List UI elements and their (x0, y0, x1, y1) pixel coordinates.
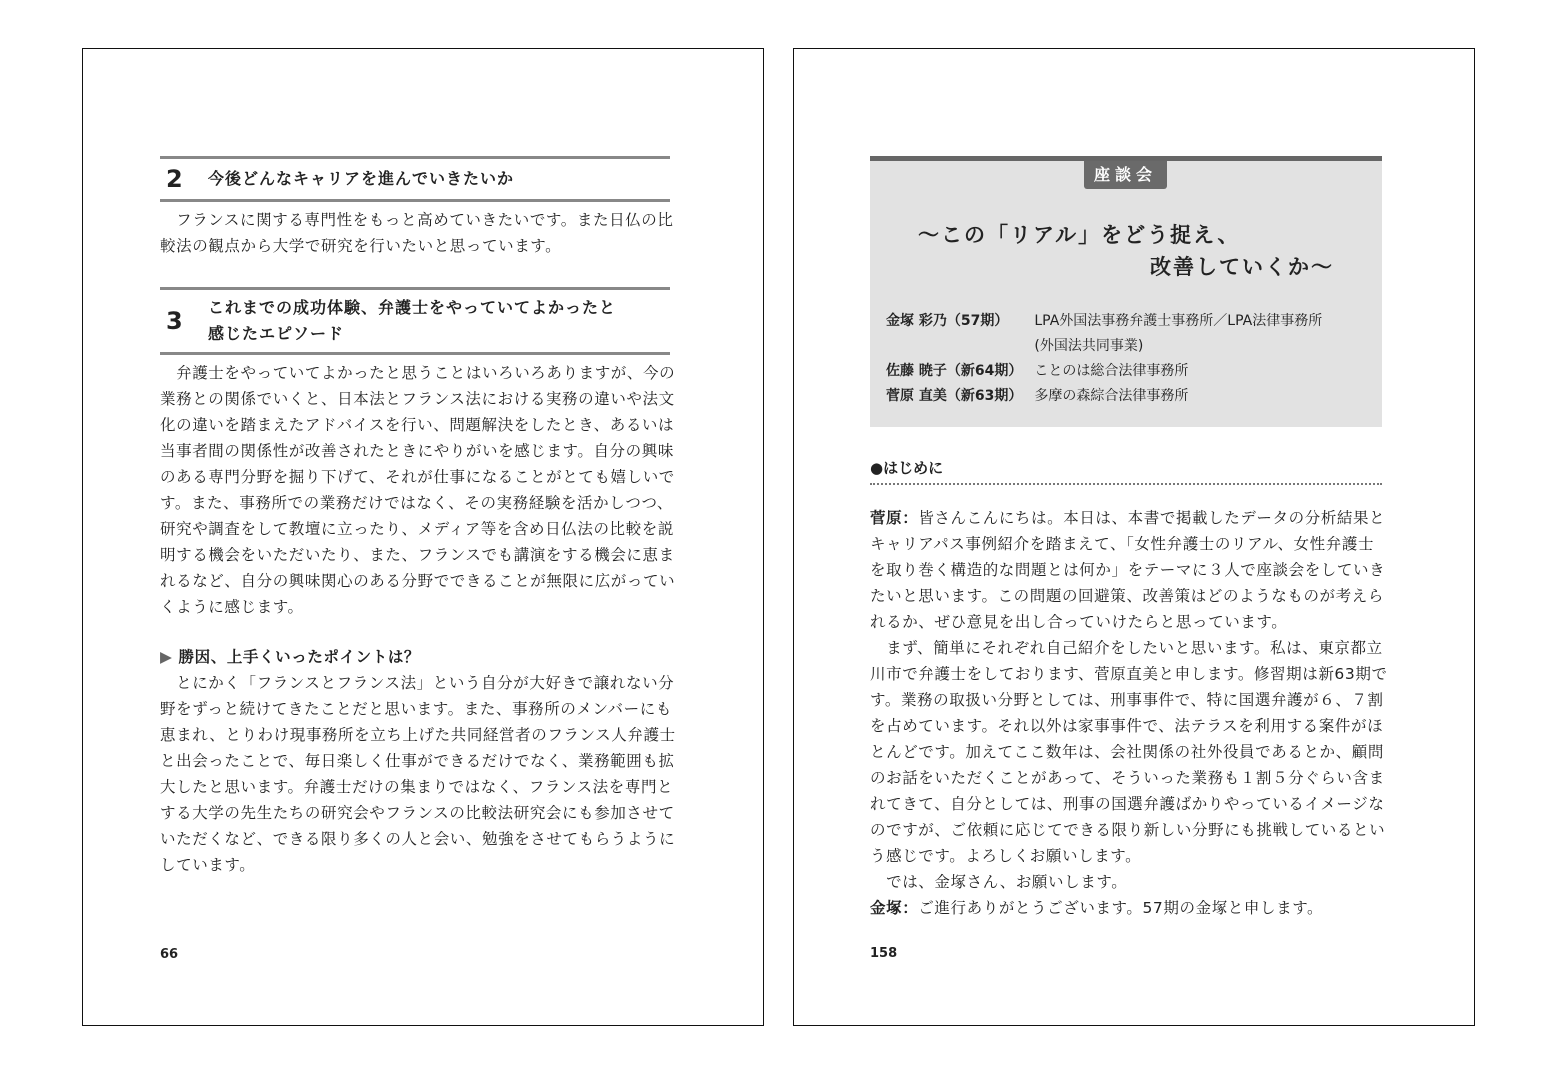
dialogue-text: 皆さんこんにちは。本日は、本書で掲載したデータの分析結果と (918, 509, 1386, 527)
dialogue-line (870, 531, 1474, 557)
text-line: 大したと思います。弁護士だけの集まりではなく、フランス法を専門と (160, 778, 674, 796)
right-page (793, 48, 1475, 1026)
dialogue-text: す。業務の取扱い分野としては、刑事事件で、特に国選弁護が６、７割 (870, 691, 1384, 709)
dialogue-line (870, 895, 1474, 921)
section-3-heading (160, 287, 670, 355)
participant-name: 菅原 直美（新63期） (886, 388, 1023, 404)
section-2-body (160, 207, 763, 259)
text-line: 当事者間の関係性が改善されたときにやりがいを感じます。自分の興味 (160, 442, 674, 460)
dialogue-line (870, 765, 1474, 791)
section-title: 今後どんなキャリアを進んでいきたいか (208, 169, 515, 188)
subsection (160, 644, 763, 878)
dialogue-line (870, 869, 1474, 895)
dialogue-text: キャリアパス事例紹介を踏まえて、「女性弁護士のリアル、女性弁護士 (870, 535, 1375, 553)
dialogue-line (870, 505, 1474, 531)
text-line: いただくなど、できる限り多くの人と会い、勉強をさせてもらうように (160, 830, 676, 848)
participant-affiliation: ことのは総合法律事務所 (1034, 363, 1189, 379)
dialogue-line (870, 609, 1474, 635)
dialogue-text: まず、簡単にそれぞれ自己紹介をしたいと思います。私は、東京都立 (870, 639, 1383, 657)
text-line: する大学の先生たちの研究会やフランスの比較法研究会にも参加させて (160, 804, 675, 822)
dialogue-line (870, 635, 1474, 661)
dialogue-text: 川市で弁護士をしております、菅原直美と申します。修習期は新63期で (870, 665, 1388, 683)
triangle-icon: ▶ (160, 648, 173, 666)
text-line: 化の違いを踏まえたアドバイスを行い、問題解決をしたとき、あるいは (160, 416, 675, 434)
speaker-name: 菅原： (870, 509, 919, 527)
dialogue-text: のですが、ご依頼に応じてできる限り新しい分野にも挑戦しているとい (870, 821, 1386, 839)
roundtable-header (870, 156, 1382, 427)
text-line: のある専門分野を掘り下げて、それが仕事になることがとても嬉しいで (160, 468, 675, 486)
dialogue-text: を占めています。それ以外は家事事件で、法テラスを利用する案件がほ (870, 717, 1384, 735)
dialogue-text: う感じです。よろしくお願いします。 (870, 847, 1142, 865)
dialogue-body (870, 505, 1474, 921)
title-line: 改善していくか～ (1150, 255, 1334, 279)
dialogue-text: では、金塚さん、お願いします。 (870, 873, 1128, 891)
text-line: しています。 (160, 856, 256, 874)
text-line: 野をずっと続けてきたことだと思います。また、事務所のメンバーにも (160, 700, 672, 718)
dialogue-text: れるか、ぜひ意見を出し合っていけたらと思っています。 (870, 613, 1288, 631)
roundtable-badge: 座談会 (1084, 161, 1167, 189)
text-line: 研究や調査をして教壇に立ったり、メディア等を含め日仏法の比較を説 (160, 520, 674, 538)
dialogue-line (870, 739, 1474, 765)
section-number: 3 (166, 307, 183, 335)
speaker-name: 金塚： (870, 899, 919, 917)
dialogue-text: ご進行ありがとうございます。57期の金塚と申します。 (918, 899, 1324, 917)
dialogue-line (870, 583, 1474, 609)
section-3-body (160, 360, 763, 620)
dialogue-text: たいと思います。この問題の回避策、改善策はどのようなものが考えら (870, 587, 1384, 605)
dialogue-text: のお話をいただくことがあって、そういった業務も１割５分ぐらい含ま (870, 769, 1385, 787)
text-line: とにかく「フランスとフランス法」という自分が大好きで譲れない分 (160, 674, 675, 692)
participants-list (886, 309, 1382, 409)
participant-affiliation: LPA外国法事務弁護士事務所／LPA法律事務所 (1034, 313, 1323, 329)
text-line: くように感じます。 (160, 598, 304, 616)
page-number: 66 (160, 947, 179, 962)
dialogue-line (870, 713, 1474, 739)
text-line: 弁護士をやっていてよかったと思うことはいろいろありますが、今の (160, 364, 676, 382)
participant-affiliation: 多摩の森綜合法律事務所 (1034, 388, 1189, 404)
dialogue-text: とんどです。加えてここ数年は、会社関係の社外役員であるとか、顧問 (870, 743, 1384, 761)
section-2-heading (160, 156, 670, 202)
participant-name: 金塚 彩乃（57期） (886, 313, 1009, 329)
dialogue-line (870, 817, 1474, 843)
section-number: 2 (166, 165, 183, 193)
text-line: 較法の観点から大学で研究を行いたいと思っています。 (160, 237, 562, 255)
participant-name-spacer (886, 334, 1022, 359)
text-line: す。また、事務所での業務だけではなく、その実務経験を活かしつつ、 (160, 494, 674, 512)
section-title-line: これまでの成功体験、弁護士をやっていてよかったと (208, 298, 617, 317)
subsection-title: 勝因、上手くいったポイントは？ (178, 648, 421, 666)
page-number: 158 (870, 946, 898, 961)
text-line: れるなど、自分の興味関心のある分野でできることが無限に広がってい (160, 572, 676, 590)
title-line: ～この「リアル」をどう捉え、 (918, 223, 1241, 247)
left-page (82, 48, 764, 1026)
dialogue-line (870, 791, 1474, 817)
text-line: と出会ったことで、毎日楽しく仕事ができるだけでなく、業務範囲も拡 (160, 752, 675, 770)
dialogue-text: を取り巻く構造的な問題とは何か」をテーマに３人で座談会をしていき (870, 561, 1386, 579)
text-line: 業務との関係でいくと、日本法とフランス法における実務の違いや法文 (160, 390, 675, 408)
text-line: 明する機会をいただいたり、また、フランスでも講演をする機会に恵ま (160, 546, 675, 564)
section-title-line: 感じたエピソード (208, 324, 345, 343)
text-line: フランスに関する専門性をもっと高めていきたいです。また日仏の比 (160, 211, 674, 229)
section-heading: ●はじめに (870, 457, 1382, 485)
dialogue-line (870, 843, 1474, 869)
dialogue-line (870, 661, 1474, 687)
text-line: 恵まれ、とりわけ現事務所を立ち上げた共同経営者のフランス人弁護士 (160, 726, 676, 744)
participant-affiliation: (外国法共同事業) (1034, 338, 1144, 354)
subsection-heading (160, 644, 763, 670)
dialogue-text: れてきて、自分としては、刑事の国選弁護ばかりやっているイメージな (870, 795, 1385, 813)
dialogue-line (870, 687, 1474, 713)
dialogue-line (870, 557, 1474, 583)
participant-name: 佐藤 暁子（新64期） (886, 363, 1023, 379)
